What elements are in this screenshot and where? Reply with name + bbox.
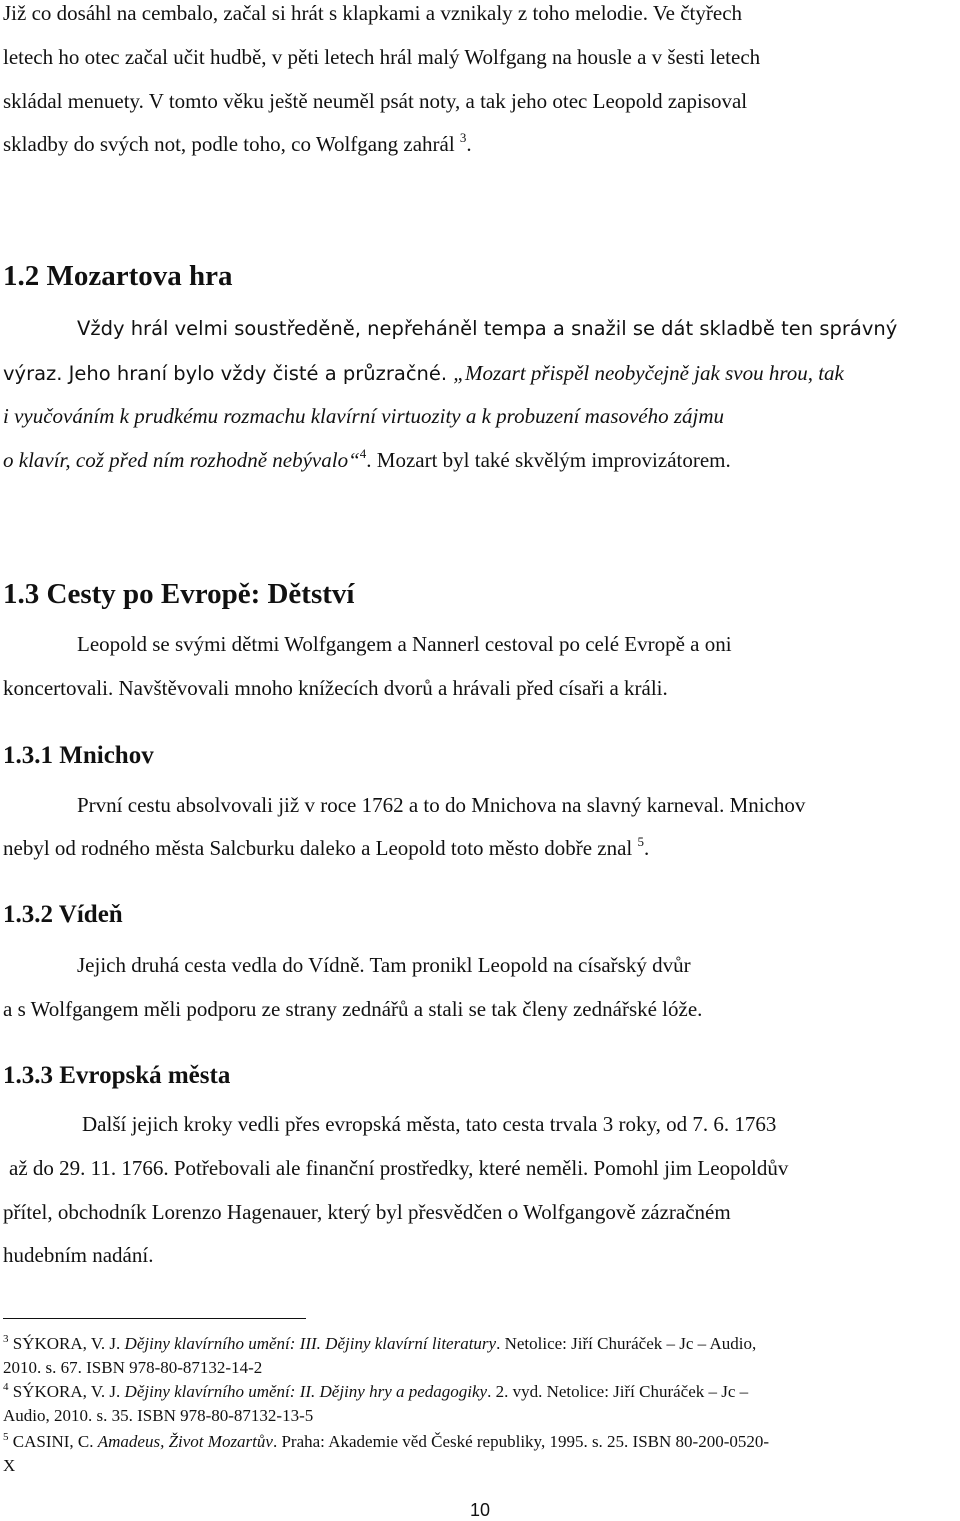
footnote-5-publisher: . Praha: Akademie věd České republiky, 1995. s. 25. ISBN 80-200-0520- <box>272 1432 770 1451</box>
intro-line-4 <box>3 131 472 157</box>
footnote-5-author: CASINI, C. <box>8 1432 98 1451</box>
footnote-3-line-2: 2010. s. 67. ISBN 978-80-87132-14-2 <box>3 1358 263 1377</box>
quote-middle: i vyučováním k prudkému rozmachu klavírní virtuozity a k probuzení masového zájmu <box>3 404 725 428</box>
footnote-3-number: 3 <box>3 1333 9 1345</box>
s133-line-3: přítel, obchodník Lorenzo Hagenauer, který byl přesvědčen o Wolfgangově zázračném <box>3 1200 731 1224</box>
s133-line-4: hudebním nadání. <box>3 1243 154 1267</box>
footnote-5 <box>3 1431 769 1453</box>
intro-line-4-end: . <box>466 132 472 156</box>
intro-line-1: Již co dosáhl na cembalo, začal si hrát s klapkami a vznikaly z toho melodie. Ve čtyřech <box>3 1 743 25</box>
s131-line-2-text: nebyl od rodného města Salcburku daleko a Leopold toto město dobře znal <box>3 836 633 860</box>
s131-line-2 <box>3 835 649 861</box>
s133-line-2: až do 29. 11. 1766. Potřebovali ale finanční prostředky, které neměli. Pomohl jim Leopoldův <box>9 1156 789 1180</box>
footnote-ref-3[interactable]: 3 <box>459 130 467 145</box>
s12-line-2 <box>3 360 844 387</box>
s12-line-4 <box>3 447 731 473</box>
footnote-3 <box>3 1333 756 1355</box>
section-heading-1-2: 1.2 Mozartova hra <box>3 260 233 292</box>
s12-line-3 <box>3 403 724 429</box>
footnote-4-author: SÝKORA, V. J. <box>8 1382 125 1401</box>
s131-line-2-end: . <box>644 836 650 860</box>
footnote-3-title: Dějiny klavírního umění: III. Dějiny klavírní literatury <box>124 1334 497 1353</box>
quote-end: o klavír, což před ním rozhodně nebývalo“ <box>3 448 360 472</box>
s13-line-2: koncertovali. Navštěvovali mnoho knížecích dvorů a hrávali před císaři a králi. <box>3 676 668 700</box>
s13-line-1: Leopold se svými dětmi Wolfgangem a Nannerl cestoval po celé Evropě a oni <box>77 632 732 656</box>
s12-line-4-rest: . Mozart byl také skvělým improvizátorem. <box>366 448 731 472</box>
s132-line-2: a s Wolfgangem měli podporu ze strany zednářů a stali se tak členy zednářské lóže. <box>3 997 703 1021</box>
footnote-ref-4[interactable]: 4 <box>359 446 367 461</box>
intro-line-4-text: skladby do svých not, podle toho, co Wolfgang zahrál <box>3 132 455 156</box>
footnote-4 <box>3 1381 748 1403</box>
footnote-5-line-2: X <box>3 1456 16 1475</box>
footnote-3-publisher: . Netolice: Jiří Churáček – Jc – Audio, <box>496 1334 757 1353</box>
section-heading-1-3-2: 1.3.2 Vídeň <box>3 901 123 928</box>
section-heading-1-3-3: 1.3.3 Evropská města <box>3 1062 231 1089</box>
footnote-4-line-2: Audio, 2010. s. 35. ISBN 978-80-87132-13-5 <box>3 1406 314 1425</box>
s132-line-1: Jejich druhá cesta vedla do Vídně. Tam pronikl Leopold na císařský dvůr <box>77 953 691 977</box>
s12-line-2-text: výraz. Jeho hraní bylo vždy čisté a průzračné. <box>3 362 454 385</box>
footnote-ref-5[interactable]: 5 <box>637 834 645 849</box>
s12-line-1: Vždy hrál velmi soustředěně, nepřeháněl tempa a snažil se dát skladbě ten správný <box>77 317 898 340</box>
s131-line-1: První cestu absolvovali již v roce 1762 a to do Mnichova na slavný karneval. Mnichov <box>77 793 806 817</box>
footnote-divider <box>3 1318 306 1319</box>
footnote-4-publisher: . 2. vyd. Netolice: Jiří Churáček – Jc – <box>487 1382 749 1401</box>
intro-line-2: letech ho otec začal učit hudbě, v pěti letech hrál malý Wolfgang na housle a v šesti letech <box>3 45 761 69</box>
intro-line-3: skládal menuety. V tomto věku ještě neuměl psát noty, a tak jeho otec Leopold zapisoval <box>3 89 748 113</box>
footnote-5-number: 5 <box>3 1431 9 1443</box>
s133-line-1: Další jejich kroky vedli přes evropská města, tato cesta trvala 3 roky, od 7. 6. 1763 <box>82 1112 777 1136</box>
section-heading-1-3: 1.3 Cesty po Evropě: Dětství <box>3 578 355 610</box>
quote-start: „Mozart přispěl neobyčejně jak svou hrou, tak <box>453 361 844 385</box>
page-number: 10 <box>470 1500 491 1520</box>
section-heading-1-3-1: 1.3.1 Mnichov <box>3 742 154 769</box>
footnote-4-title: Dějiny klavírního umění: II. Dějiny hry a pedagogiky <box>124 1382 488 1401</box>
footnote-3-author: SÝKORA, V. J. <box>8 1334 125 1353</box>
footnote-5-title: Amadeus, Život Mozartův <box>97 1432 273 1451</box>
footnote-4-number: 4 <box>3 1381 9 1393</box>
